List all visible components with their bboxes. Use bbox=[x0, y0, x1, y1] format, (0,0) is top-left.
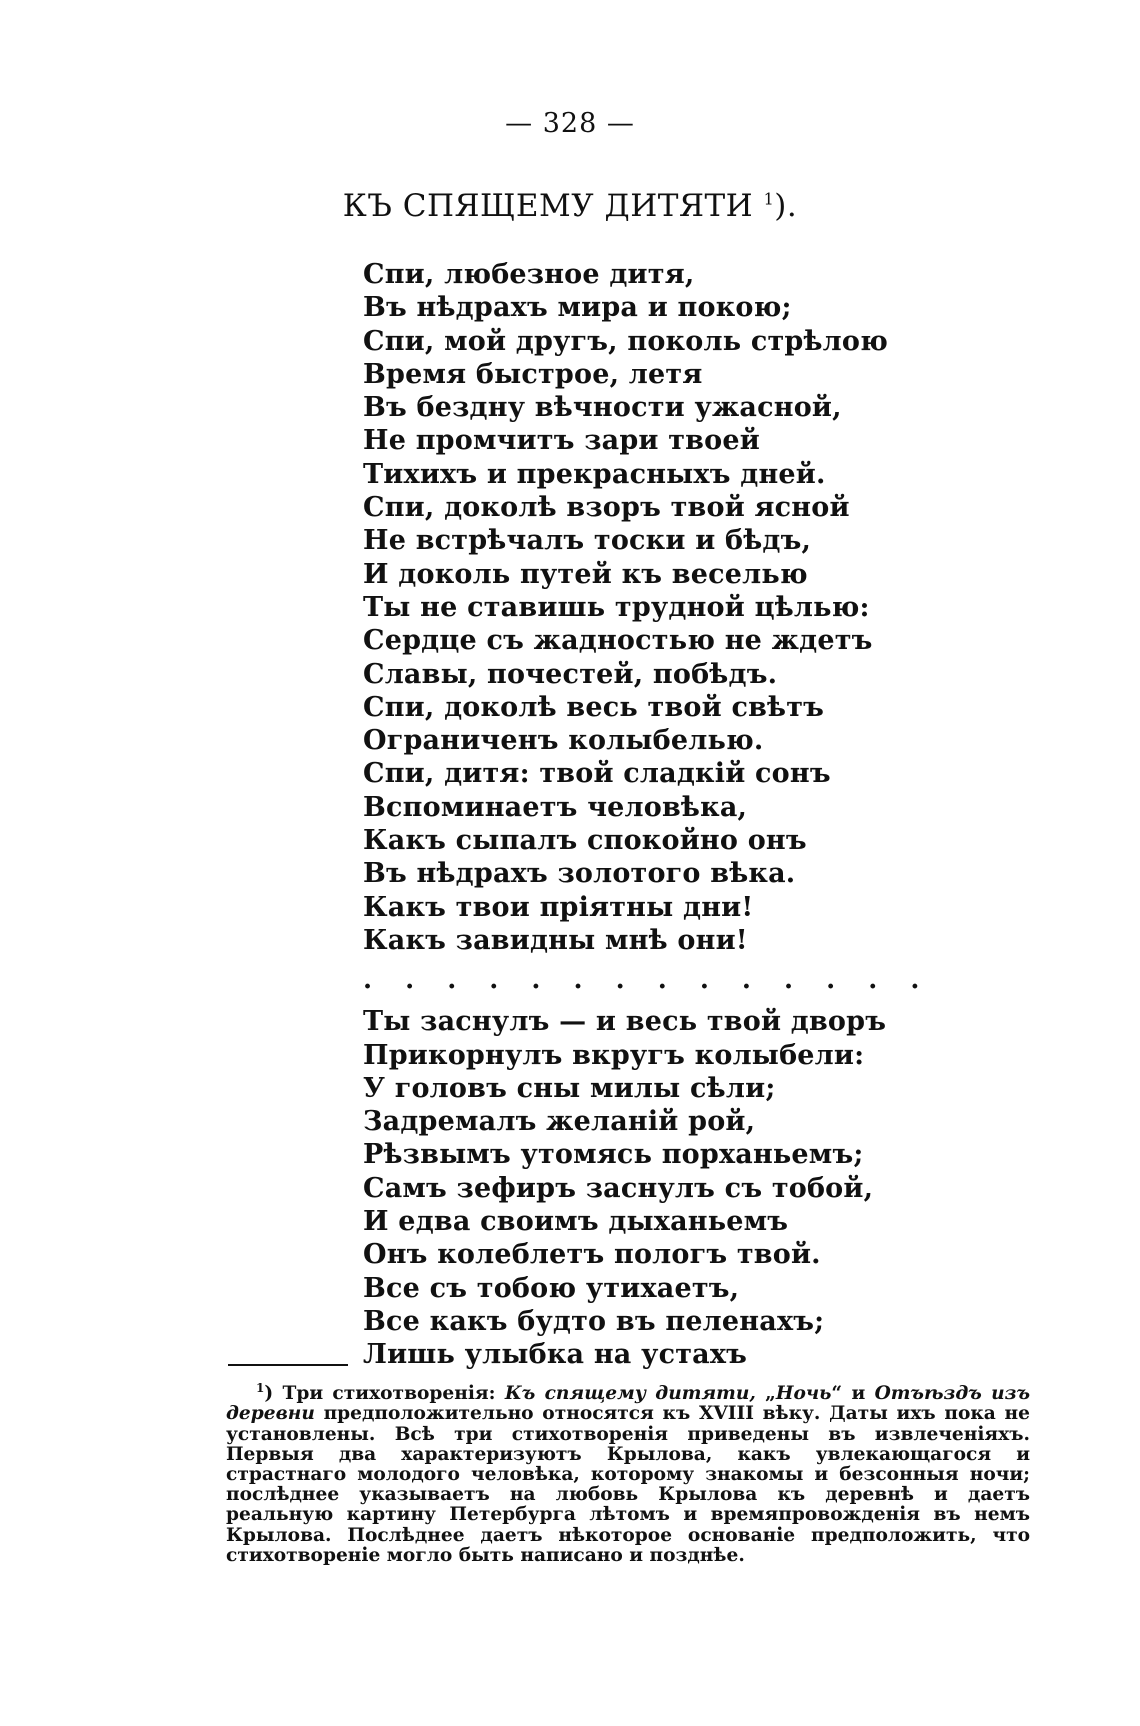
poem-line: И едва своимъ дыханьемъ bbox=[363, 1206, 789, 1238]
page-number: — 328 — bbox=[505, 108, 635, 139]
poem-line: Въ нѣдрахъ золотого вѣка. bbox=[363, 858, 796, 890]
poem-line: Вспоминаетъ человѣка, bbox=[363, 791, 748, 823]
poem-line: Ты не ставишь трудной цѣлью: bbox=[363, 591, 870, 623]
poem-title bbox=[0, 188, 1140, 224]
poem-line: Время быстрое, летя bbox=[363, 358, 703, 390]
poem-line: Спи, любезное дитя, bbox=[363, 259, 695, 290]
poem-line: Ограниченъ колыбелью. bbox=[363, 725, 764, 757]
poem-line: Славы, почестей, побѣдъ. bbox=[363, 658, 778, 690]
poem-line: Не встрѣчалъ тоски и бѣдъ, bbox=[363, 525, 812, 557]
poem-line: Какъ сыпалъ спокойно онъ bbox=[363, 825, 807, 857]
stanza-2 bbox=[363, 1005, 1023, 1371]
poem-line: И доколь путей къ веселью bbox=[363, 558, 808, 590]
poem-line: Рѣзвымъ утомясь порханьемъ; bbox=[363, 1139, 864, 1171]
footnote bbox=[226, 1378, 1030, 1566]
poem-line: Задремалъ желаній рой, bbox=[363, 1106, 756, 1138]
footnote-separator: „ bbox=[755, 1383, 776, 1405]
poem-line: Спи, мой другъ, поколь стрѣлою bbox=[363, 325, 888, 357]
footnote-work-title: Къ спящему дитяти, bbox=[504, 1383, 756, 1405]
poem-line: Какъ твои пріятны дни! bbox=[363, 891, 754, 923]
footnote-divider bbox=[228, 1364, 348, 1366]
poem-title-text: КЪ СПЯЩЕМУ ДИТЯТИ bbox=[342, 188, 754, 224]
footnote-work-title: Ночь bbox=[775, 1383, 832, 1405]
poem-line: Ты заснулъ — и весь твой дворъ bbox=[363, 1006, 887, 1038]
poem-line: Тихихъ и прекрасныхъ дней. bbox=[363, 458, 826, 490]
poem-line: Самъ зефиръ заснулъ съ тобой, bbox=[363, 1172, 874, 1204]
poem-line: Спи, доколѣ весь твой свѣтъ bbox=[363, 691, 825, 723]
title-footnote-marker: 1 bbox=[763, 189, 775, 209]
poem-line: Спи, дитя: твой сладкій сонъ bbox=[363, 758, 831, 790]
footnote-marker: 1 bbox=[256, 1381, 265, 1395]
stanza-1 bbox=[363, 258, 1023, 957]
footnote-separator: “ и bbox=[831, 1383, 875, 1405]
poem-body bbox=[363, 258, 1023, 1372]
poem-line: Лишь улыбка на устахъ bbox=[363, 1339, 748, 1371]
poem-line: Прикорнулъ вкругъ колыбели: bbox=[363, 1039, 865, 1071]
poem-line: У головъ сны милы сѣли; bbox=[363, 1072, 776, 1104]
poem-line: Въ бездну вѣчности ужасной, bbox=[363, 392, 842, 424]
poem-line: Онъ колеблетъ пологъ твой. bbox=[363, 1239, 821, 1271]
footnote-lead: ) Три стихотворенія: bbox=[264, 1383, 505, 1405]
footnote-work-title: Отъѣздъ изъ деревни bbox=[226, 1383, 1031, 1425]
footnote-paragraph bbox=[226, 1378, 1030, 1566]
poem-line: Сердце съ жадностью не ждетъ bbox=[363, 625, 873, 657]
poem-line: Спи, доколѣ взоръ твой ясной bbox=[363, 492, 850, 524]
omission-dots: . . . . . . . . . . . . . . bbox=[363, 965, 932, 996]
title-suffix: ). bbox=[774, 188, 798, 224]
footnote-text: предположительно относятся къ XVIII вѣку. Даты ихъ пока не установлены. Всѣ три стихотворенія приведены въ извлеченіяхъ. Первыя два характеризуютъ Крылова, какъ увлекающагося и страстнаго молодого человѣка, которому знакомы и безсонныя ночи; послѣднее указываетъ на любовь Крылова къ деревнѣ и даетъ реальную картину Петербурга лѣтомъ и времяпровожденія въ немъ Крылова. Послѣднее даетъ нѣкоторое основаніе предположить, что стихотвореніе могло быть написано и позднѣе. bbox=[226, 1403, 1030, 1566]
poem-line: Все какъ будто въ пеленахъ; bbox=[363, 1305, 825, 1337]
poem-line: Въ нѣдрахъ мира и покою; bbox=[363, 292, 792, 324]
poem-line: Все съ тобою утихаетъ, bbox=[363, 1272, 740, 1304]
poem-line: Какъ завидны мнѣ они! bbox=[363, 924, 748, 956]
poem-line: Не промчитъ зари твоей bbox=[363, 425, 760, 457]
